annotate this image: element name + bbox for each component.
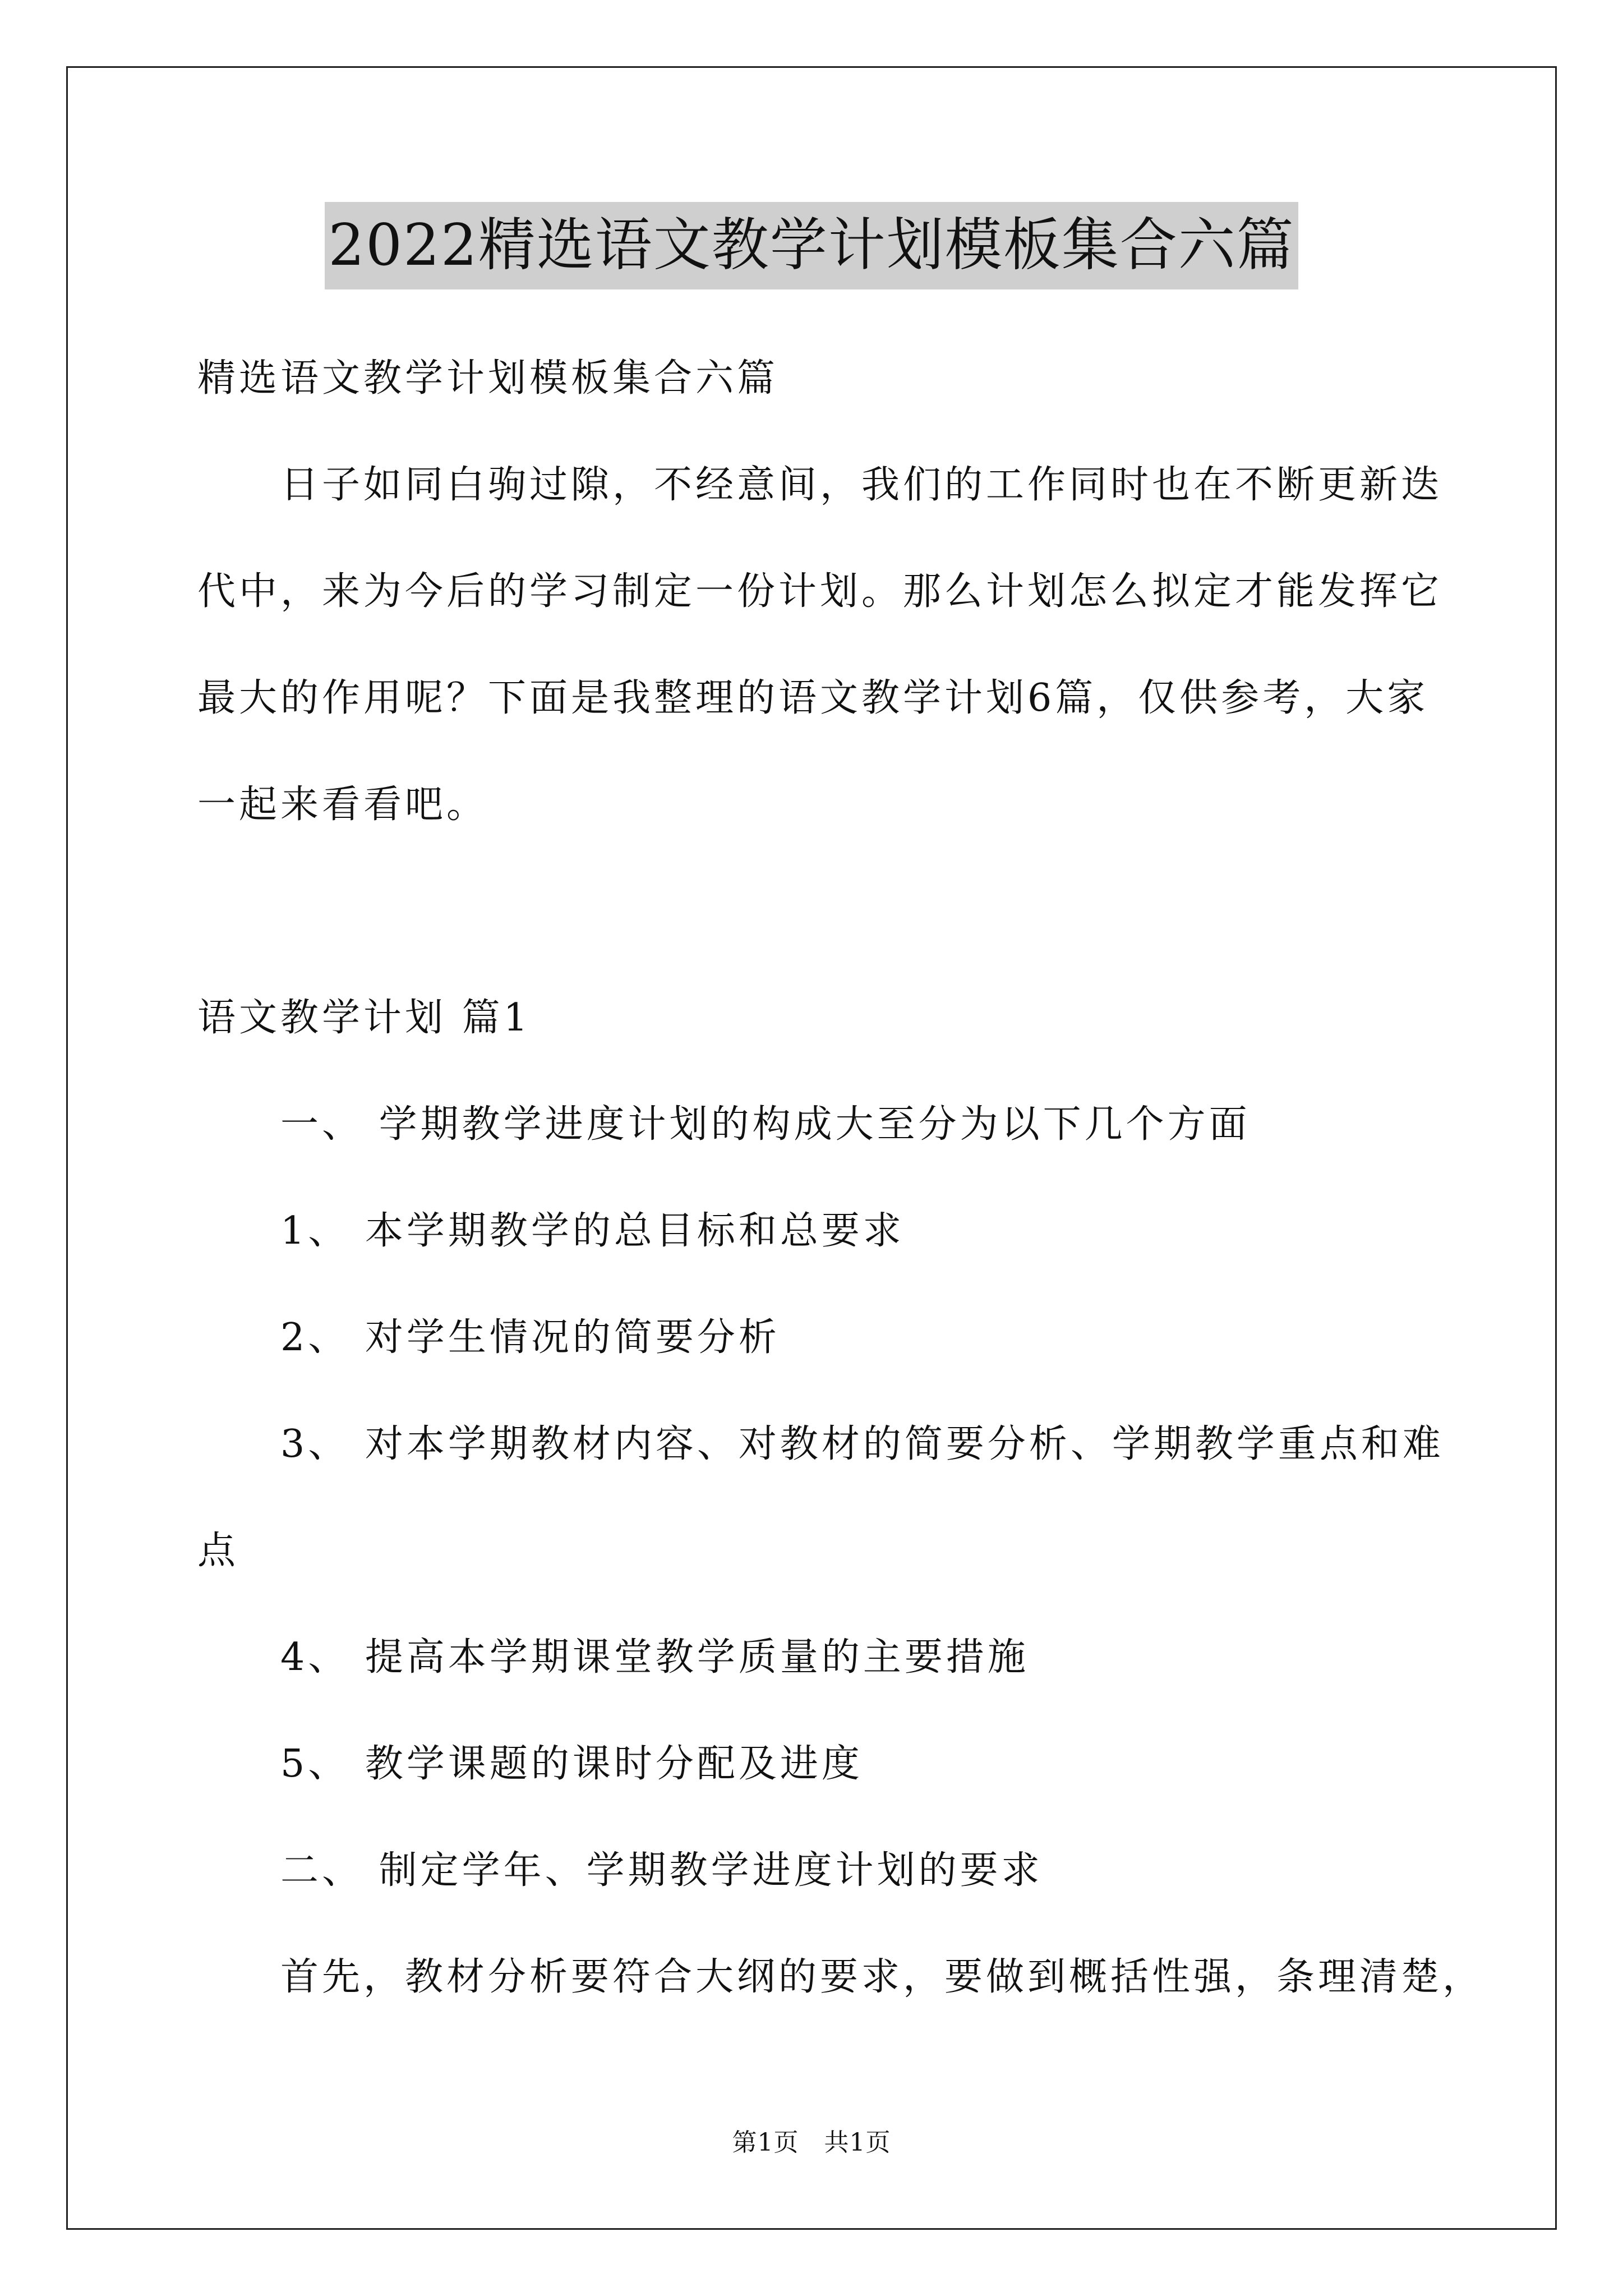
list-item-6: 5、 教学课题的课时分配及进度: [280, 1742, 863, 1786]
intro-line-4: 一起来看看吧。: [197, 783, 488, 827]
list-item-1: 一、 学期教学进度计划的构成大至分为以下几个方面: [280, 1102, 1251, 1147]
list-item-4: 3、 对本学期教材内容、对教材的简要分析、学期教学重点和难: [280, 1422, 1444, 1466]
list-item-4-continued: 点: [197, 1529, 239, 1573]
title-container: [0, 202, 1623, 289]
intro-line-2: 代中，来为今后的学习制定一份计划。那么计划怎么拟定才能发挥它: [197, 569, 1443, 614]
document-subtitle: 精选语文教学计划模板集合六篇: [197, 356, 779, 401]
page-footer: 第1页 共1页: [732, 2128, 891, 2157]
list-item-7: 二、 制定学年、学期教学进度计划的要求: [280, 1848, 1043, 1893]
intro-line-1: 日子如同白驹过隙，不经意间，我们的工作同时也在不断更新迭: [280, 463, 1443, 507]
intro-line-3: 最大的作用呢？下面是我整理的语文教学计划6篇，仅供参考，大家: [197, 676, 1429, 720]
document-title: 2022精选语文教学计划模板集合六篇: [325, 202, 1298, 289]
list-item-5: 4、 提高本学期课堂教学质量的主要措施: [280, 1635, 1029, 1680]
list-item-3: 2、 对学生情况的简要分析: [280, 1315, 780, 1360]
section-heading: 语文教学计划 篇1: [197, 996, 531, 1040]
body-paragraph-line: 首先，教材分析要符合大纲的要求，要做到概括性强，条理清楚，: [280, 1955, 1484, 1999]
list-item-2: 1、 本学期教学的总目标和总要求: [280, 1209, 905, 1253]
